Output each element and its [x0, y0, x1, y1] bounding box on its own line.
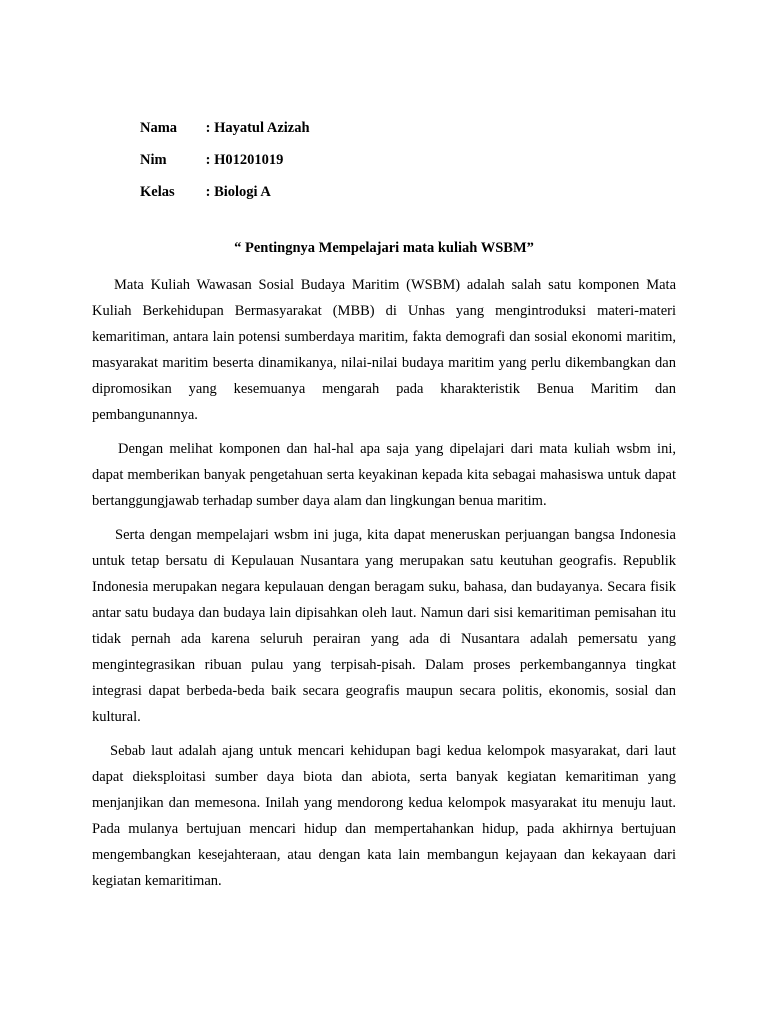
identity-row-nim — [140, 151, 310, 183]
nama-label: Nama — [140, 120, 178, 136]
identity-block — [140, 119, 310, 215]
nama-value: : Hayatul Azizah — [205, 120, 310, 136]
paragraph-1: Mata Kuliah Wawasan Sosial Budaya Maritim (WSBM) adalah salah satu komponen Mata Kuliah Berkehidupan Bermasyarakat (MBB) di Unhas yang mengintroduksi materi-materi kemaritiman, antara lain potensi sumberdaya maritim, fakta demografi dan sosial ekonomi maritim, masyarakat maritim beserta dinamikanya, nilai-nilai budaya maritim yang perlu dikembangkan dan dipromosikan yang kesemuanya mengarah pada kharakteristik Benua Maritim dan pembangunannya. — [92, 277, 676, 423]
kelas-label: Kelas — [140, 184, 175, 200]
paragraph-4: Sebab laut adalah ajang untuk mencari kehidupan bagi kedua kelompok masyarakat, dari laut dapat dieksploitasi sumber daya biota dan abiota, serta banyak kegiatan kemaritiman yang menjanjikan dan memesona. Inilah yang mendorong kedua kelompok masyarakat itu menuju laut. Pada mulanya bertujuan mencari hidup dan mempertahankan hidup, pada akhirnya bertujuan mengembangkan kesejahteraan, atau dengan kata lain membangun kejayaan dan kekayaan dari kegiatan kemaritiman. — [92, 743, 676, 889]
document-body — [92, 272, 676, 902]
identity-row-kelas — [140, 183, 310, 215]
nim-label: Nim — [140, 152, 167, 168]
document-title: “ Pentingnya Mempelajari mata kuliah WSBM” — [234, 240, 534, 256]
nim-value: : H01201019 — [205, 152, 284, 168]
paragraph-2: Dengan melihat komponen dan hal-hal apa saja yang dipelajari dari mata kuliah wsbm ini, dapat memberikan banyak pengetahuan serta keyakinan kepada kita sebagai mahasiswa untuk dapat bertanggungjawab terhadap sumber daya alam dan lingkungan benua maritim. — [92, 441, 676, 509]
paragraph-3: Serta dengan mempelajari wsbm ini juga, kita dapat meneruskan perjuangan bangsa Indonesia untuk tetap bersatu di Kepulauan Nusantara yang merupakan satu keutuhan geografis. Republik Indonesia merupakan negara kepulauan dengan beragam suku, bahasa, dan budayanya. Secara fisik antar satu budaya dan budaya lain dipisahkan oleh laut. Namun dari sisi kemaritiman pemisahan itu tidak pernah ada karena seluruh perairan yang ada di Nusantara adalah pemersatu yang mengintegrasikan ribuan pulau yang terpisah-pisah. Dalam proses perkembangannya tingkat integrasi dapat berbeda-beda baik secara geografis maupun secara politis, ekonomis, sosial dan kultural. — [92, 527, 676, 725]
identity-row-nama — [140, 119, 310, 151]
kelas-value: : Biologi A — [205, 184, 271, 200]
